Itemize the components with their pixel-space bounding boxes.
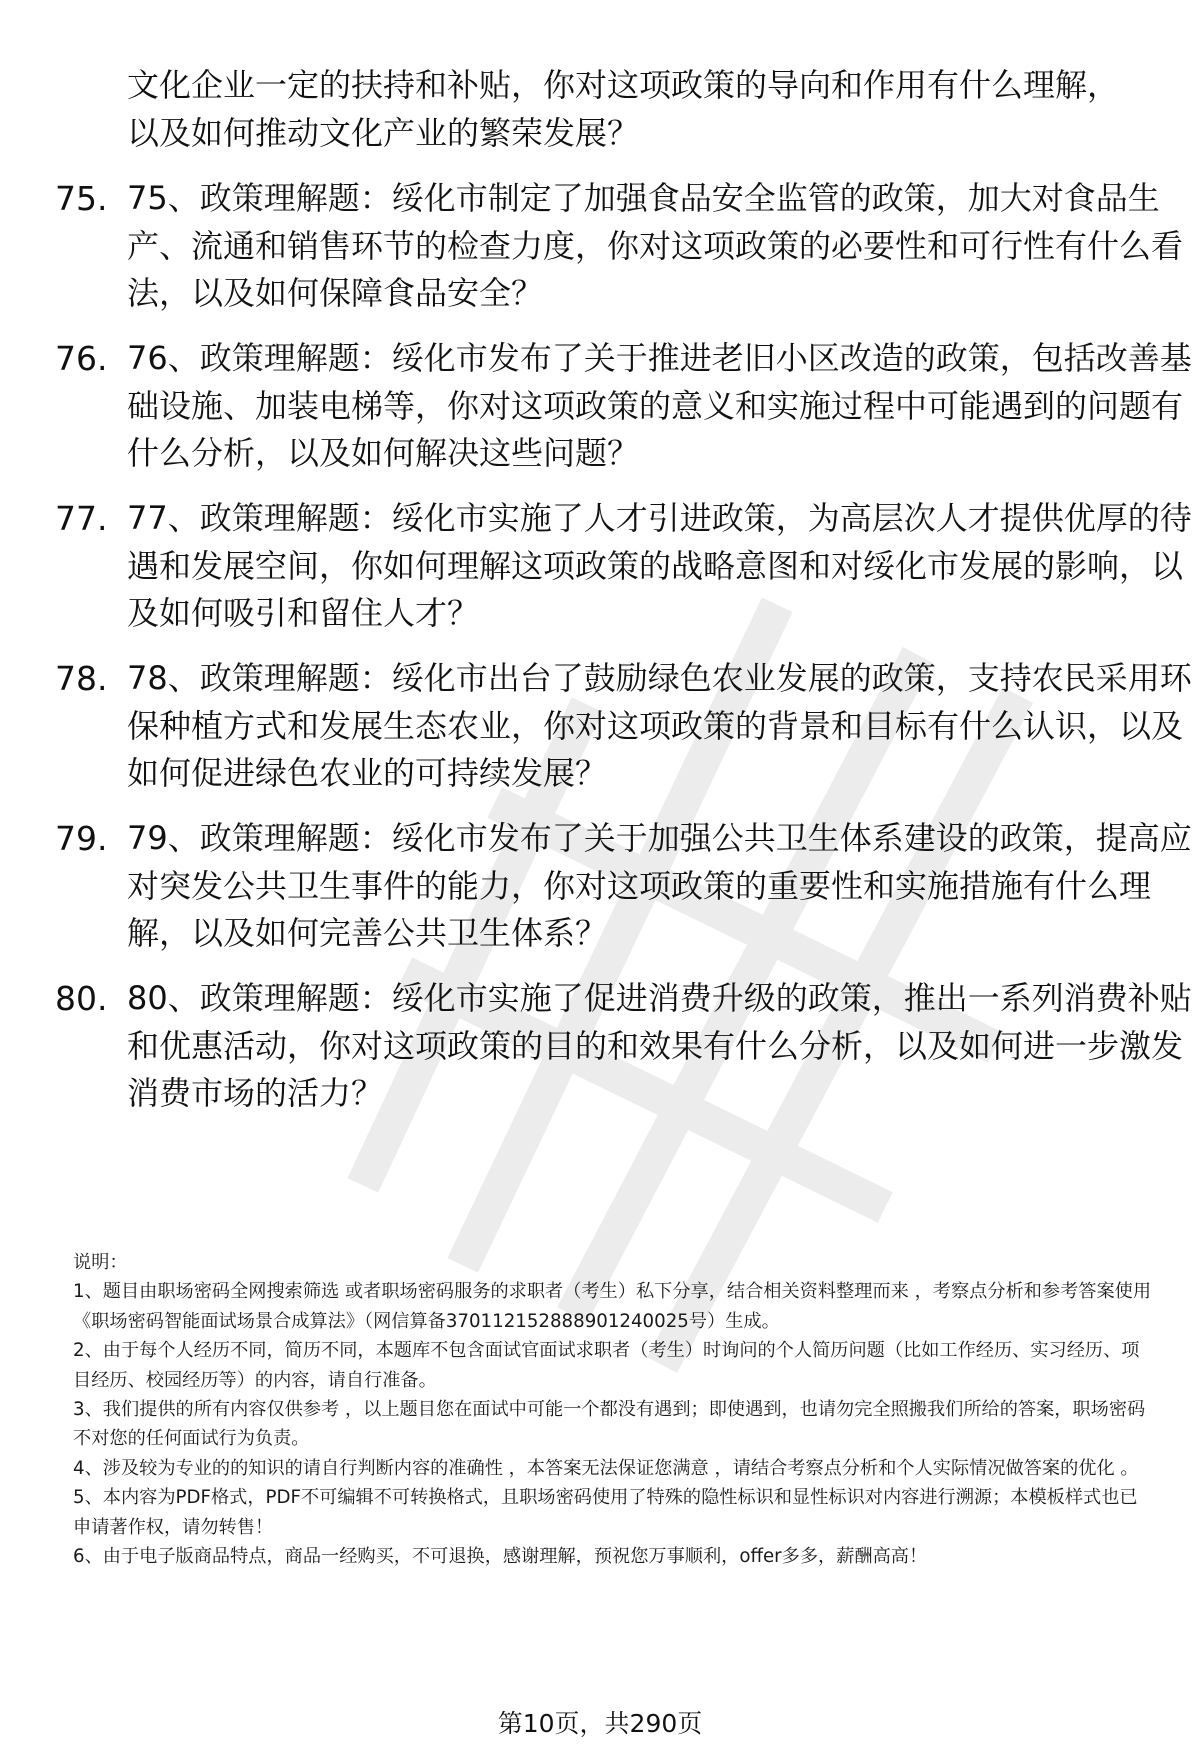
page-number: 第10页，共290页 [497,1709,703,1738]
note-item: 3、我们提供的所有内容仅供参考 ，以上题目您在面试中可能一个都没有遇到；即使遇到，也请勿完全照搬我们所给的答案，职场密码不对您的任何面试行为负责。 [73,1399,1146,1450]
question-number: 76. [55,339,108,378]
note-item: 4、涉及较为专业的的知识的请自行判断内容的准确性 ，本答案无法保证您满意 ，请结合考察点分析和个人实际情况做答案的优化 。 [73,1457,1139,1479]
continued-question-text: 文化企业一定的扶持和补贴，你对这项政策的导向和作用有什么理解，以及如何推动文化产业的繁荣发展？ [127,66,1120,152]
question-text: 78、政策理解题：绥化市出台了鼓励绿色农业发展的政策，支持农民采用环保种植方式和发展生态农业，你对这项政策的背景和目标有什么认识，以及如何促进绿色农业的可持续发展？ [127,659,1192,792]
question-text: 77、政策理解题：绥化市实施了人才引进政策，为高层次人才提供优厚的待遇和发展空间，你如何理解这项政策的战略意图和对绥化市发展的影响，以及如何吸引和留住人才？ [127,499,1192,632]
note-item: 5、本内容为PDF格式，PDF不可编辑不可转换格式，且职场密码使用了特殊的隐性标识和显性标识对内容进行溯源；本模板样式也已申请著作权，请勿转售！ [73,1487,1138,1538]
notes-heading: 说明： [73,1252,128,1273]
question-number: 79. [55,819,108,858]
note-item: 6、由于电子版商品特点，商品一经购买，不可退换，感谢理解，预祝您万事顺利，offer多多，薪酬高高！ [73,1546,928,1568]
question-text: 79、政策理解题：绥化市发布了关于加强公共卫生体系建设的政策，提高应对突发公共卫生事件的能力，你对这项政策的重要性和实施措施有什么理解，以及如何完善公共卫生体系？ [127,819,1192,952]
question-text: 76、政策理解题：绥化市发布了关于推进老旧小区改造的政策，包括改善基础设施、加装电梯等，你对这项政策的意义和实施过程中可能遇到的问题有什么分析，以及如何解决这些问题？ [127,339,1192,472]
question-number: 78. [55,659,108,698]
question-text: 80、政策理解题：绥化市实施了促进消费升级的政策，推出一系列消费补贴和优惠活动，你对这项政策的目的和效果有什么分析，以及如何进一步激发消费市场的活力？ [127,979,1192,1112]
question-number: 80. [55,979,108,1018]
note-item: 2、由于每个人经历不同，简历不同，本题库不包含面试官面试求职者（考生）时询问的个人简历问题（比如工作经历、实习经历、项目经历、校园经历等）的内容，请自行准备。 [73,1340,1140,1391]
question-number: 77. [55,499,108,538]
notes-section [73,1248,1153,1571]
question-text: 75、政策理解题：绥化市制定了加强食品安全监管的政策，加大对食品生产、流通和销售环节的检查力度，你对这项政策的必要性和可行性有什么看法，以及如何保障食品安全？ [127,179,1184,312]
question-number: 75. [55,179,108,218]
note-item: 1、题目由职场密码全网搜索筛选 或者职场密码服务的求职者（考生）私下分享，结合相关资料整理而来 ，考察点分析和参考答案使用《职场密码智能面试场景合成算法》（网信算备370112152888901240025号）生成。 [73,1281,1152,1332]
